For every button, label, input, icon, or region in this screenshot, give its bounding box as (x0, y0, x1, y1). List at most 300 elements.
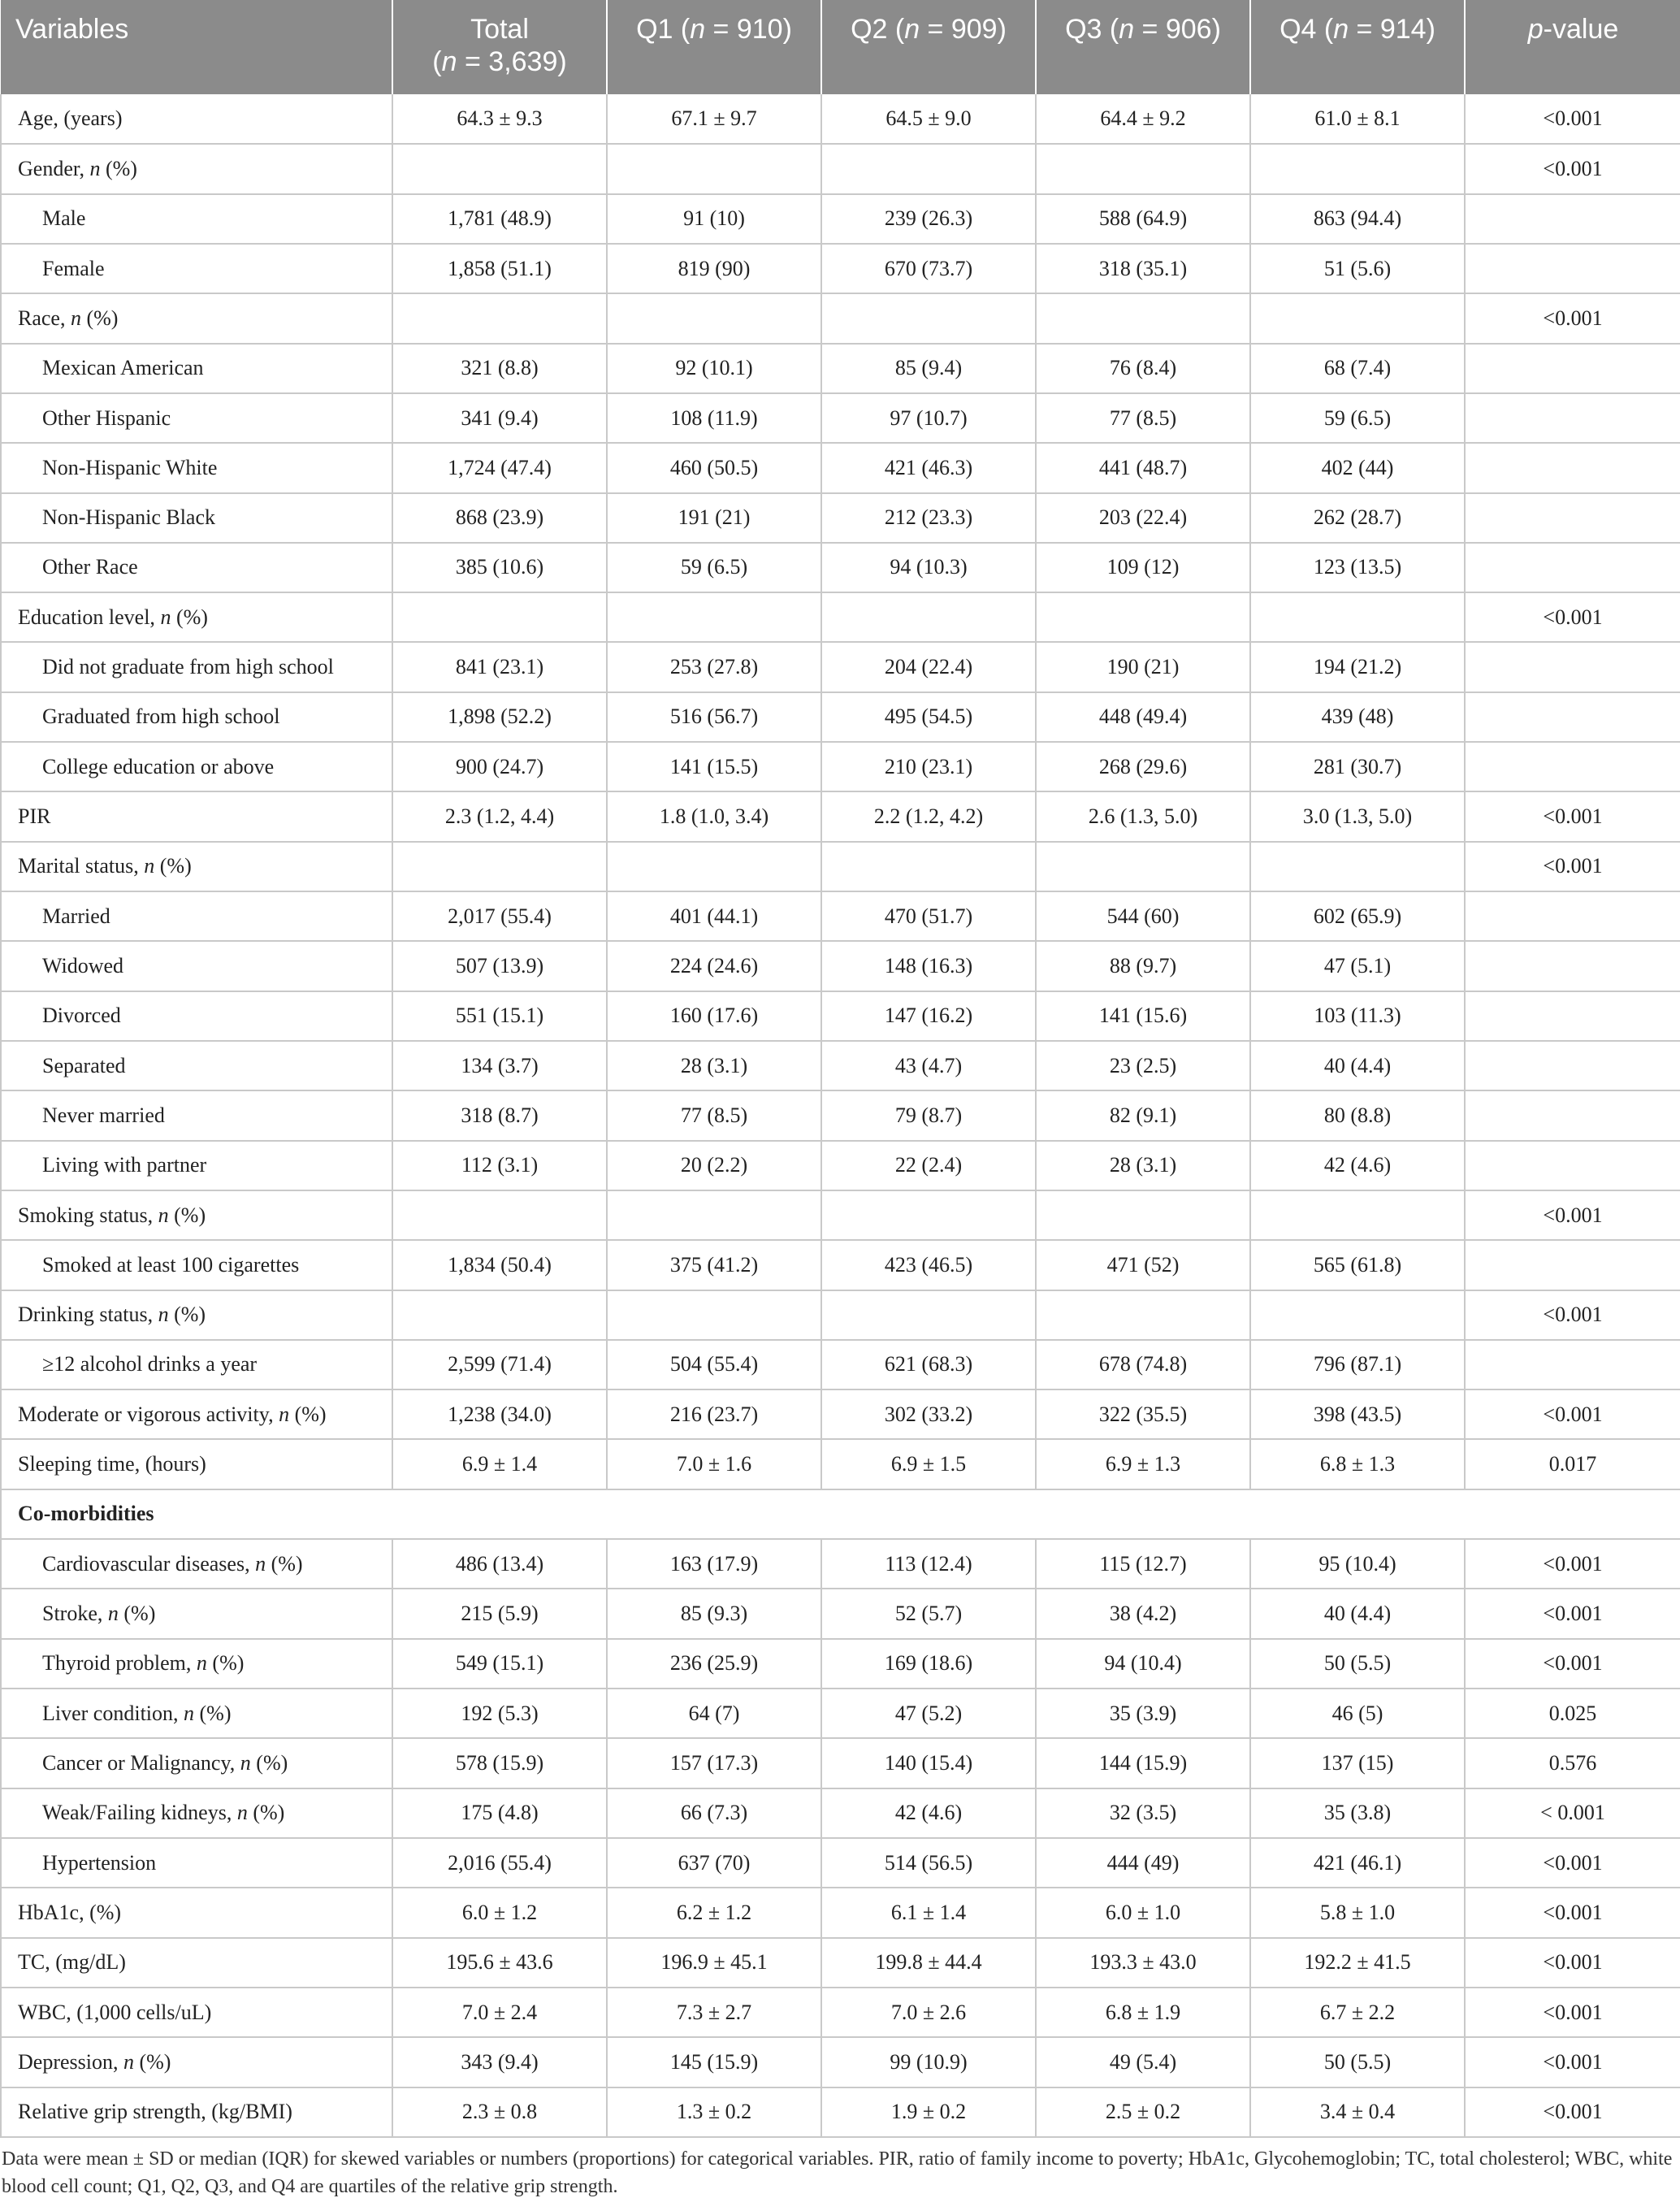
cell-q2: 2.2 (1.2, 4.2) (821, 791, 1036, 841)
cell-variable-label (1, 842, 392, 891)
cell-q3: 23 (2.5) (1036, 1041, 1250, 1090)
cell-q2: 7.0 ± 2.6 (821, 1988, 1036, 2037)
cell-q1: 160 (17.6) (607, 991, 821, 1041)
cell-p-value (1465, 344, 1680, 393)
cell-p-value (1465, 991, 1680, 1041)
table-row (1, 842, 1680, 891)
cell-variable-label (1, 1141, 392, 1190)
table-row (1, 1788, 1680, 1838)
cell-q1: 85 (9.3) (607, 1589, 821, 1638)
cell-total: 2,017 (55.4) (392, 891, 607, 941)
cell-q3: 444 (49) (1036, 1838, 1250, 1888)
cell-q2: 1.9 ± 0.2 (821, 2087, 1036, 2137)
cell-q4 (1250, 592, 1465, 642)
cell-q1 (607, 1489, 821, 1539)
cell-variable-label (1, 1788, 392, 1838)
cell-total: 841 (23.1) (392, 642, 607, 691)
cell-p-value: 0.025 (1465, 1689, 1680, 1738)
cell-p-value (1465, 1240, 1680, 1290)
variable-label-text: (%) (247, 1801, 285, 1825)
cell-q1: 163 (17.9) (607, 1539, 821, 1589)
table-row (1, 393, 1680, 443)
variable-label-text: (%) (250, 1750, 288, 1775)
variable-label-text: (%) (100, 156, 137, 180)
cell-total (392, 1290, 607, 1340)
cell-q1: 141 (15.5) (607, 742, 821, 791)
cell-q4: 262 (28.7) (1250, 493, 1465, 543)
cell-q4: 40 (4.4) (1250, 1041, 1465, 1090)
cell-p-value (1465, 1041, 1680, 1090)
cell-p-value: <0.001 (1465, 1389, 1680, 1439)
cell-p-value (1465, 941, 1680, 991)
cell-p-value: <0.001 (1465, 2087, 1680, 2137)
cell-total: 134 (3.7) (392, 1041, 607, 1090)
cell-q2: 148 (16.3) (821, 941, 1036, 991)
cell-total (392, 144, 607, 193)
cell-variable-label (1, 941, 392, 991)
table-row (1, 1240, 1680, 1290)
header-italic-text: n (1119, 14, 1135, 45)
variable-label-italic: n (123, 2049, 134, 2074)
cell-q1: 375 (41.2) (607, 1240, 821, 1290)
cell-total: 385 (10.6) (392, 543, 607, 592)
cell-q2: 22 (2.4) (821, 1141, 1036, 1190)
header-italic-text: n (904, 14, 920, 45)
cell-q2: 97 (10.7) (821, 393, 1036, 443)
header-row (1, 0, 1680, 94)
cell-q2 (821, 842, 1036, 891)
cell-p-value: 0.017 (1465, 1439, 1680, 1489)
cell-q1: 196.9 ± 45.1 (607, 1938, 821, 1988)
cell-q4: 50 (5.5) (1250, 2037, 1465, 2087)
cell-p-value: <0.001 (1465, 791, 1680, 841)
table-row (1, 1888, 1680, 1937)
cell-q4: 51 (5.6) (1250, 244, 1465, 293)
cell-p-value (1465, 1489, 1680, 1539)
table-row (1, 1340, 1680, 1389)
table-row (1, 1988, 1680, 2037)
header-text: = 906) (1134, 14, 1221, 45)
cell-p-value: <0.001 (1465, 1988, 1680, 2037)
cell-q3: 268 (29.6) (1036, 742, 1250, 791)
variable-label-text: Female (42, 256, 105, 280)
cell-q4 (1250, 1290, 1465, 1340)
cell-q4: 68 (7.4) (1250, 344, 1465, 393)
variable-label-text: Non-Hispanic Black (42, 505, 216, 530)
variable-label-italic: n (158, 1203, 169, 1227)
cell-q3: 141 (15.6) (1036, 991, 1250, 1041)
cell-q3: 190 (21) (1036, 642, 1250, 691)
cell-q1: 67.1 ± 9.7 (607, 94, 821, 144)
cell-q1: 516 (56.7) (607, 692, 821, 742)
table-row (1, 443, 1680, 492)
cell-p-value: <0.001 (1465, 592, 1680, 642)
cell-variable-label (1, 2037, 392, 2087)
cell-q3: 94 (10.4) (1036, 1639, 1250, 1689)
cell-q3: 6.0 ± 1.0 (1036, 1888, 1250, 1937)
table-row (1, 991, 1680, 1041)
variable-label-text: Co-morbidities (18, 1502, 154, 1526)
cell-total: 2,016 (55.4) (392, 1838, 607, 1888)
variable-label-text: Sleeping time, (hours) (18, 1452, 206, 1476)
cell-variable-label (1, 493, 392, 543)
cell-q4: 281 (30.7) (1250, 742, 1465, 791)
variable-label-text: (%) (171, 605, 208, 629)
cell-q4: 402 (44) (1250, 443, 1465, 492)
cell-q4 (1250, 842, 1465, 891)
cell-q2: 99 (10.9) (821, 2037, 1036, 2087)
cell-q2: 670 (73.7) (821, 244, 1036, 293)
cell-variable-label (1, 1988, 392, 2037)
table-row (1, 1589, 1680, 1638)
cell-p-value: <0.001 (1465, 1639, 1680, 1689)
cell-q3: 2.6 (1.3, 5.0) (1036, 791, 1250, 841)
cell-q4: 6.8 ± 1.3 (1250, 1439, 1465, 1489)
cell-q4: 6.7 ± 2.2 (1250, 1988, 1465, 2037)
cell-q2 (821, 1290, 1036, 1340)
cell-q3 (1036, 592, 1250, 642)
cell-q2: 6.9 ± 1.5 (821, 1439, 1036, 1489)
variable-label-text: Moderate or vigorous activity, (18, 1402, 279, 1426)
cell-q2: 210 (23.1) (821, 742, 1036, 791)
cell-q3: 203 (22.4) (1036, 493, 1250, 543)
cell-q1: 91 (10) (607, 194, 821, 244)
cell-q2 (821, 144, 1036, 193)
header-italic-text: n (441, 46, 457, 77)
cell-q1: 7.3 ± 2.7 (607, 1988, 821, 2037)
cell-q1: 637 (70) (607, 1838, 821, 1888)
cell-q1: 145 (15.9) (607, 2037, 821, 2087)
cell-q1: 216 (23.7) (607, 1389, 821, 1439)
cell-q4: 5.8 ± 1.0 (1250, 1888, 1465, 1937)
table-row (1, 1090, 1680, 1140)
cell-p-value: <0.001 (1465, 1888, 1680, 1937)
variable-label-text: TC, (mg/dL) (18, 1950, 126, 1975)
header-variables (1, 0, 392, 94)
cell-q4: 35 (3.8) (1250, 1788, 1465, 1838)
variable-label-italic: n (160, 605, 171, 629)
variable-label-italic: n (158, 1303, 169, 1327)
table-row (1, 293, 1680, 343)
table-row (1, 144, 1680, 193)
cell-p-value (1465, 493, 1680, 543)
cell-q3: 49 (5.4) (1036, 2037, 1250, 2087)
cell-q3: 448 (49.4) (1036, 692, 1250, 742)
cell-q4: 46 (5) (1250, 1689, 1465, 1738)
cell-q1: 224 (24.6) (607, 941, 821, 991)
cell-q2 (821, 1489, 1036, 1539)
cell-q2: 212 (23.3) (821, 493, 1036, 543)
table-row (1, 1190, 1680, 1240)
table-row (1, 344, 1680, 393)
cell-q3: 115 (12.7) (1036, 1539, 1250, 1589)
variable-label-text: WBC, (1,000 cells/uL) (18, 2000, 212, 2024)
cell-total: 341 (9.4) (392, 393, 607, 443)
variable-label-italic: n (236, 1801, 248, 1825)
header-total (392, 0, 607, 94)
variable-label-text: Smoking status, (18, 1203, 158, 1227)
cell-q4: 863 (94.4) (1250, 194, 1465, 244)
table-row (1, 1689, 1680, 1738)
table-row (1, 1389, 1680, 1439)
variable-label-italic: n (279, 1402, 290, 1426)
cell-variable-label (1, 891, 392, 941)
cell-q3: 471 (52) (1036, 1240, 1250, 1290)
cell-variable-label (1, 791, 392, 841)
cell-q3 (1036, 1290, 1250, 1340)
cell-q3: 322 (35.5) (1036, 1389, 1250, 1439)
cell-q4: 47 (5.1) (1250, 941, 1465, 991)
cell-total: 1,834 (50.4) (392, 1240, 607, 1290)
header-text: = 910) (705, 14, 792, 45)
variable-label-italic: n (70, 306, 81, 330)
cell-q2: 239 (26.3) (821, 194, 1036, 244)
variable-label-text: (%) (194, 1701, 232, 1725)
cell-variable-label (1, 1838, 392, 1888)
cell-q1 (607, 1190, 821, 1240)
cell-total: 1,781 (48.9) (392, 194, 607, 244)
cell-total: 318 (8.7) (392, 1090, 607, 1140)
cell-p-value (1465, 742, 1680, 791)
variable-label-italic: n (255, 1551, 266, 1576)
cell-q1: 28 (3.1) (607, 1041, 821, 1090)
cell-total: 192 (5.3) (392, 1689, 607, 1738)
cell-q3 (1036, 144, 1250, 193)
cell-q3: 6.8 ± 1.9 (1036, 1988, 1250, 2037)
variable-label-text: (%) (168, 1203, 206, 1227)
cell-total: 1,724 (47.4) (392, 443, 607, 492)
variable-label-text: Thyroid problem, (42, 1651, 197, 1676)
cell-variable-label (1, 543, 392, 592)
cell-q3: 544 (60) (1036, 891, 1250, 941)
cell-q4: 421 (46.1) (1250, 1838, 1465, 1888)
cell-q1 (607, 592, 821, 642)
cell-p-value: <0.001 (1465, 293, 1680, 343)
variable-label-italic: n (144, 854, 155, 878)
cell-total: 64.3 ± 9.3 (392, 94, 607, 144)
cell-q2: 42 (4.6) (821, 1788, 1036, 1838)
cell-q1 (607, 842, 821, 891)
variable-label-text: Race, (18, 306, 71, 330)
cell-q2: 421 (46.3) (821, 443, 1036, 492)
cell-p-value: <0.001 (1465, 1290, 1680, 1340)
cell-total (392, 842, 607, 891)
cell-q2: 6.1 ± 1.4 (821, 1888, 1036, 1937)
cell-p-value (1465, 194, 1680, 244)
header-italic-text: p (1527, 14, 1544, 45)
cell-q4 (1250, 1489, 1465, 1539)
variable-label-text: Mexican American (42, 356, 204, 380)
cell-q3: 144 (15.9) (1036, 1738, 1250, 1788)
cell-p-value (1465, 1090, 1680, 1140)
cell-q3: 38 (4.2) (1036, 1589, 1250, 1638)
cell-variable-label (1, 1738, 392, 1788)
cell-q2: 64.5 ± 9.0 (821, 94, 1036, 144)
cell-variable-label (1, 742, 392, 791)
variable-label-italic: n (107, 1602, 119, 1626)
table-row (1, 1290, 1680, 1340)
cell-q4: 40 (4.4) (1250, 1589, 1465, 1638)
cell-q1: 1.3 ± 0.2 (607, 2087, 821, 2137)
variable-label-text: (%) (168, 1303, 206, 1327)
variable-label-text: Divorced (42, 1004, 121, 1028)
cell-variable-label (1, 1340, 392, 1389)
cell-total: 6.0 ± 1.2 (392, 1888, 607, 1937)
cell-variable-label (1, 393, 392, 443)
cell-q1: 236 (25.9) (607, 1639, 821, 1689)
cell-q2: 147 (16.2) (821, 991, 1036, 1041)
table-row (1, 2087, 1680, 2137)
cell-total: 486 (13.4) (392, 1539, 607, 1589)
cell-q2: 302 (33.2) (821, 1389, 1036, 1439)
variable-label-text: Stroke, (42, 1602, 108, 1626)
table-row (1, 1439, 1680, 1489)
cell-total: 6.9 ± 1.4 (392, 1439, 607, 1489)
cell-q2: 47 (5.2) (821, 1689, 1036, 1738)
cell-variable-label (1, 1938, 392, 1988)
variable-label-italic: n (89, 156, 101, 180)
cell-q3: 76 (8.4) (1036, 344, 1250, 393)
cell-total: 1,238 (34.0) (392, 1389, 607, 1439)
cell-variable-label (1, 1439, 392, 1489)
cell-q1: 819 (90) (607, 244, 821, 293)
cell-p-value: <0.001 (1465, 842, 1680, 891)
cell-q1 (607, 1290, 821, 1340)
cell-q3: 678 (74.8) (1036, 1340, 1250, 1389)
cell-q1: 20 (2.2) (607, 1141, 821, 1190)
cell-total: 2.3 (1.2, 4.4) (392, 791, 607, 841)
cell-q1: 191 (21) (607, 493, 821, 543)
cell-q4: 80 (8.8) (1250, 1090, 1465, 1140)
cell-q2: 85 (9.4) (821, 344, 1036, 393)
cell-q2: 79 (8.7) (821, 1090, 1036, 1140)
cell-q3: 109 (12) (1036, 543, 1250, 592)
cell-p-value (1465, 1141, 1680, 1190)
cell-q2: 169 (18.6) (821, 1639, 1036, 1689)
cell-q1: 460 (50.5) (607, 443, 821, 492)
cell-total (392, 1489, 607, 1539)
cell-total (392, 592, 607, 642)
variable-label-text: Married (42, 904, 110, 928)
cell-q2: 113 (12.4) (821, 1539, 1036, 1589)
cell-q2: 94 (10.3) (821, 543, 1036, 592)
cell-p-value: <0.001 (1465, 94, 1680, 144)
cell-variable-label (1, 1689, 392, 1738)
table-header (1, 0, 1680, 94)
cell-q1: 92 (10.1) (607, 344, 821, 393)
cell-total (392, 293, 607, 343)
header-italic-text: n (1333, 14, 1349, 45)
cell-q1: 7.0 ± 1.6 (607, 1439, 821, 1489)
cell-total: 578 (15.9) (392, 1738, 607, 1788)
cell-q4: 61.0 ± 8.1 (1250, 94, 1465, 144)
table-row (1, 2037, 1680, 2087)
cell-q1: 504 (55.4) (607, 1340, 821, 1389)
cell-q4: 123 (13.5) (1250, 543, 1465, 592)
cell-q1: 6.2 ± 1.2 (607, 1888, 821, 1937)
cell-total: 1,898 (52.2) (392, 692, 607, 742)
cell-q1: 253 (27.8) (607, 642, 821, 691)
cell-variable-label (1, 592, 392, 642)
variable-label-text: Cardiovascular diseases, (42, 1551, 256, 1576)
cell-variable-label (1, 293, 392, 343)
cell-q4: 95 (10.4) (1250, 1539, 1465, 1589)
cell-variable-label (1, 1290, 392, 1340)
cell-total: 507 (13.9) (392, 941, 607, 991)
cell-q4 (1250, 1190, 1465, 1240)
header-text: Q4 ( (1279, 14, 1334, 45)
cell-total: 7.0 ± 2.4 (392, 1988, 607, 2037)
cell-variable-label (1, 1240, 392, 1290)
header-q3 (1036, 0, 1250, 94)
cell-variable-label (1, 1389, 392, 1439)
cell-q1: 108 (11.9) (607, 393, 821, 443)
variable-label-text: Never married (42, 1103, 165, 1127)
cell-p-value (1465, 443, 1680, 492)
variable-label-text: Did not graduate from high school (42, 655, 334, 679)
table-row (1, 1738, 1680, 1788)
cell-p-value: <0.001 (1465, 1938, 1680, 1988)
cell-q4: 194 (21.2) (1250, 642, 1465, 691)
section-row (1, 1489, 1680, 1539)
cell-q2: 43 (4.7) (821, 1041, 1036, 1090)
table-row (1, 493, 1680, 543)
table-row (1, 592, 1680, 642)
table-row (1, 1141, 1680, 1190)
variable-label-text: HbA1c, (%) (18, 1900, 122, 1924)
cell-p-value: <0.001 (1465, 1539, 1680, 1589)
cell-q4: 50 (5.5) (1250, 1639, 1465, 1689)
header-text: = 909) (920, 14, 1007, 45)
cell-variable-label (1, 1639, 392, 1689)
header-q2 (821, 0, 1036, 94)
variable-label-text: Living with partner (42, 1153, 207, 1177)
cell-q4: 439 (48) (1250, 692, 1465, 742)
cell-q1: 64 (7) (607, 1689, 821, 1738)
variable-label-text: Relative grip strength, (kg/BMI) (18, 2100, 292, 2124)
cell-total (392, 1190, 607, 1240)
cell-q2: 514 (56.5) (821, 1838, 1036, 1888)
variable-label-text: (%) (133, 2049, 171, 2074)
cell-q4: 3.0 (1.3, 5.0) (1250, 791, 1465, 841)
cell-variable-label (1, 1190, 392, 1240)
cell-total: 551 (15.1) (392, 991, 607, 1041)
cell-variable-label (1, 144, 392, 193)
variable-label-text: College education or above (42, 754, 275, 778)
header-text: Total (470, 14, 529, 45)
variable-label-text: ≥12 alcohol drinks a year (42, 1352, 258, 1376)
variable-label-italic: n (196, 1651, 207, 1676)
cell-q1 (607, 293, 821, 343)
cell-q3: 441 (48.7) (1036, 443, 1250, 492)
cell-total: 549 (15.1) (392, 1639, 607, 1689)
variable-label-text: Graduated from high school (42, 704, 280, 729)
cell-total: 2,599 (71.4) (392, 1340, 607, 1389)
cell-q2: 204 (22.4) (821, 642, 1036, 691)
variable-label-text: Age, (years) (18, 106, 123, 131)
cell-q4: 796 (87.1) (1250, 1340, 1465, 1389)
cell-q3 (1036, 293, 1250, 343)
table-row (1, 1838, 1680, 1888)
header-text: Q3 ( (1065, 14, 1119, 45)
cell-q3: 588 (64.9) (1036, 194, 1250, 244)
table-row (1, 1938, 1680, 1988)
cell-total: 195.6 ± 43.6 (392, 1938, 607, 1988)
cell-q3: 193.3 ± 43.0 (1036, 1938, 1250, 1988)
cell-q2: 423 (46.5) (821, 1240, 1036, 1290)
cell-p-value: <0.001 (1465, 144, 1680, 193)
cell-variable-label (1, 1041, 392, 1090)
